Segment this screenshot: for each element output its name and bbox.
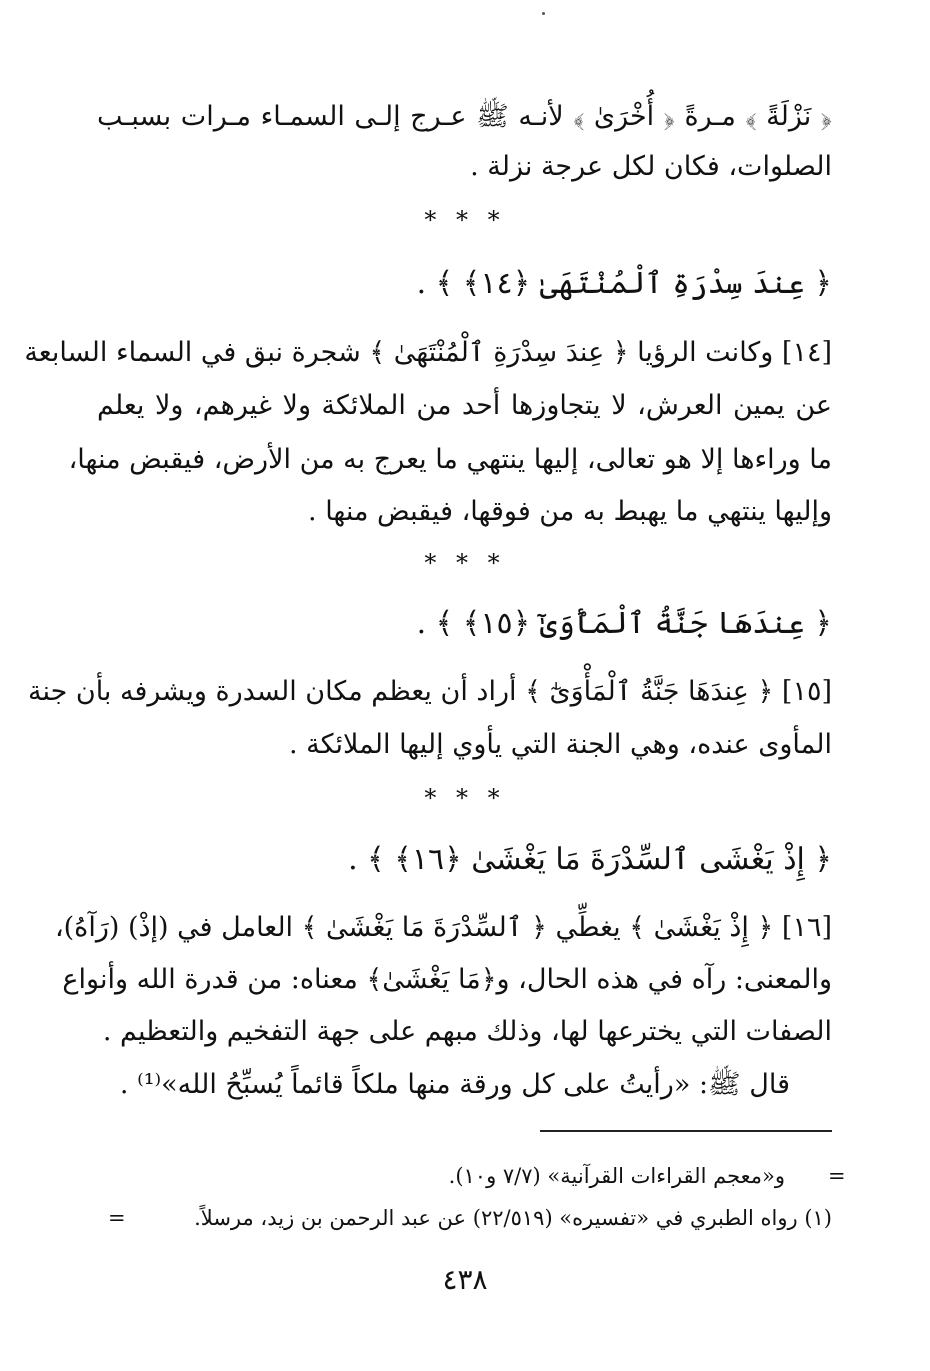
text-line: الصفات التي يخترعها لها، وذلك مبهم على جهة التفخيم والتعظيم . [102,1016,832,1047]
page-number: ٤٣٨ [442,1263,488,1296]
section-separator: * * * [424,206,506,234]
text-line: [١٥] ﴿ عِندَهَا جَنَّةُ ٱلْمَأْوَىٰٓ ﴾ أراد أن يعظم مكان السدرة ويشرفه بأن جنة [27,676,832,707]
text-line: [١٤] وكانت الرؤيا ﴿ عِندَ سِدْرَةِ ٱلْمُنْتَهَىٰ ﴾ شجرة نبق في السماء السابعة [24,337,832,368]
text-line: ما وراءها إلا هو تعالى، إليها ينتهي ما يعرج به من الأرض، فيقبض منها، [68,444,832,475]
footnote-continues-marker: = [108,1206,126,1230]
hadith-line: قال ﷺ: «رأيتُ على كل ورقة منها ملكاً قائماً يُسبِّحُ الله»⁽¹⁾ . [119,1069,790,1100]
section-separator: * * * [424,784,506,812]
text-line: [١٦] ﴿ إِذْ يَغْشَىٰ ﴾ يغطِّي ﴿ ٱلسِّدْرَةَ مَا يَغْشَىٰ ﴾ العامل في (إذْ) (رَآهُ)، [54,912,832,943]
quran-verse-14: ﴿ عِندَ سِدْرَةِ ٱلْمُنْتَهَىٰ ﴿١٤﴾ ﴾ . [416,266,832,301]
footnote-1: (١) رواه الطبري في «تفسيره» (٢٢/٥١٩) عن عبد الرحمن بن زيد، مرسلاً. [194,1206,832,1230]
print-speck [542,12,545,15]
quran-verse-15: ﴿ عِندَهَا جَنَّةُ ٱلْمَأْوَىٰٓ ﴿١٥﴾ ﴾ . [416,606,832,641]
text-line: والمعنى: رآه في هذه الحال، و﴿مَا يَغْشَىٰ﴾ معناه: من قدرة الله وأنواع [62,964,832,995]
footnote-continuation-marker: = [828,1164,846,1188]
footnote-rule [540,1130,832,1132]
text-line: وإليها ينتهي ما يهبط به من فوقها، فيقبض منها . [308,496,832,527]
text-line: المأوى عنده، وهي الجنة التي يأوي إليها الملائكة . [288,729,832,760]
section-separator: * * * [424,549,506,577]
text-line: عن يمين العرش، لا يتجاوزها أحد من الملائكة ولا غيرهم، ولا يعلم [97,390,832,421]
text-line: ﴿ نَزْلَةً ﴾ مـرةً ﴿ أُخْرَىٰ ﴾ لأنـه ﷺ عـرج إلـى السمـاء مـرات بسبـب [97,101,832,132]
quran-verse-16: ﴿ إِذْ يَغْشَى ٱلسِّدْرَةَ مَا يَغْشَىٰ ﴿١٦﴾ ﴾ . [348,842,832,877]
text-line: الصلوات، فكان لكل عرجة نزلة . [470,151,832,182]
footnote-continuation: و«معجم القراءات القرآنية» (٧/٧ و١٠). [448,1164,785,1188]
